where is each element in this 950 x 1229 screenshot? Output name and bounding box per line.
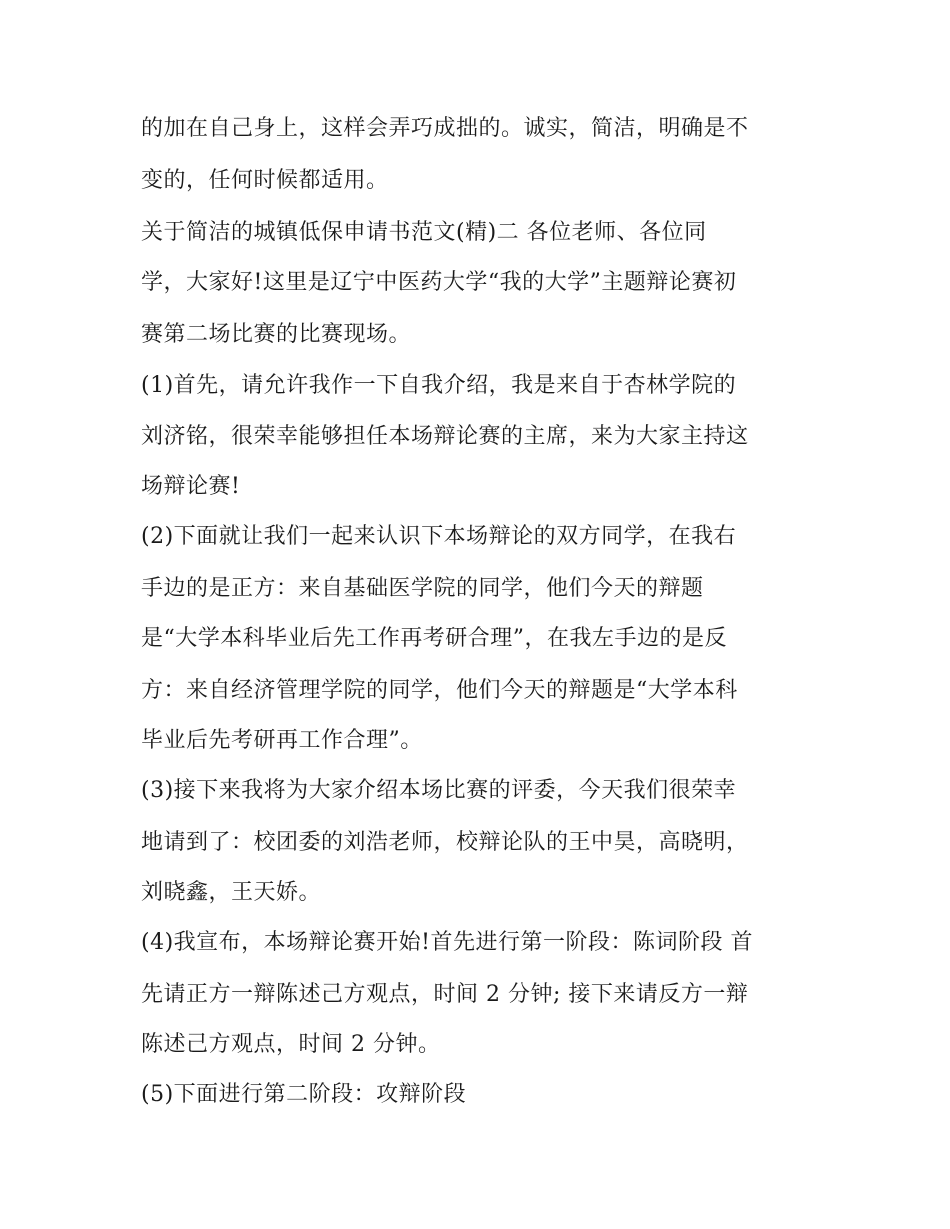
text-line: (2)下面就让我们一起来认识下本场辩论的双方同学，在我右: [141, 524, 737, 549]
text-line: (1)首先，请允许我作一下自我介绍，我是来自于杏林学院的: [141, 373, 737, 398]
text-line: 变的，任何时候都适用。: [141, 168, 389, 193]
text-line: 学，大家好!这里是辽宁中医药大学“我的大学”主题辩论赛初: [141, 270, 737, 295]
text-line: 地请到了：校团委的刘浩老师，校辩论队的王中昊，高晓明，: [141, 830, 749, 855]
text-line: 毕业后先考研再工作合理”。: [141, 728, 423, 753]
text-line: 陈述己方观点，时间 2 分钟。: [141, 1032, 441, 1057]
text-line: 方：来自经济管理学院的同学，他们今天的辩题是“大学本科: [141, 678, 738, 703]
text-line: (5)下面进行第二阶段：攻辩阶段: [141, 1082, 467, 1107]
text-line: 手边的是正方：来自基础医学院的同学，他们今天的辩题: [141, 576, 704, 601]
text-line: 先请正方一辩陈述己方观点，时间 2 分钟; 接下来请反方一辩: [141, 982, 749, 1007]
text-line: 场辩论赛!: [141, 474, 241, 499]
text-line: (4)我宣布，本场辩论赛开始!首先进行第一阶段：陈词阶段 首: [141, 930, 753, 955]
text-line: 刘济铭，很荣幸能够担任本场辩论赛的主席，来为大家主持这: [141, 424, 749, 449]
text-line: 赛第二场比赛的比赛现场。: [141, 322, 412, 347]
text-line: 的加在自己身上，这样会弄巧成拙的。诚实，简洁，明确是不: [141, 116, 749, 141]
text-line: (3)接下来我将为大家介绍本场比赛的评委，今天我们很荣幸: [141, 778, 737, 803]
text-line: 刘晓鑫，王天娇。: [141, 880, 322, 905]
text-line: 是“大学本科毕业后先工作再考研合理”，在我左手边的是反: [141, 626, 727, 651]
text-line: 关于简洁的城镇低保申请书范文(精)二 各位老师、各位同: [141, 220, 707, 245]
